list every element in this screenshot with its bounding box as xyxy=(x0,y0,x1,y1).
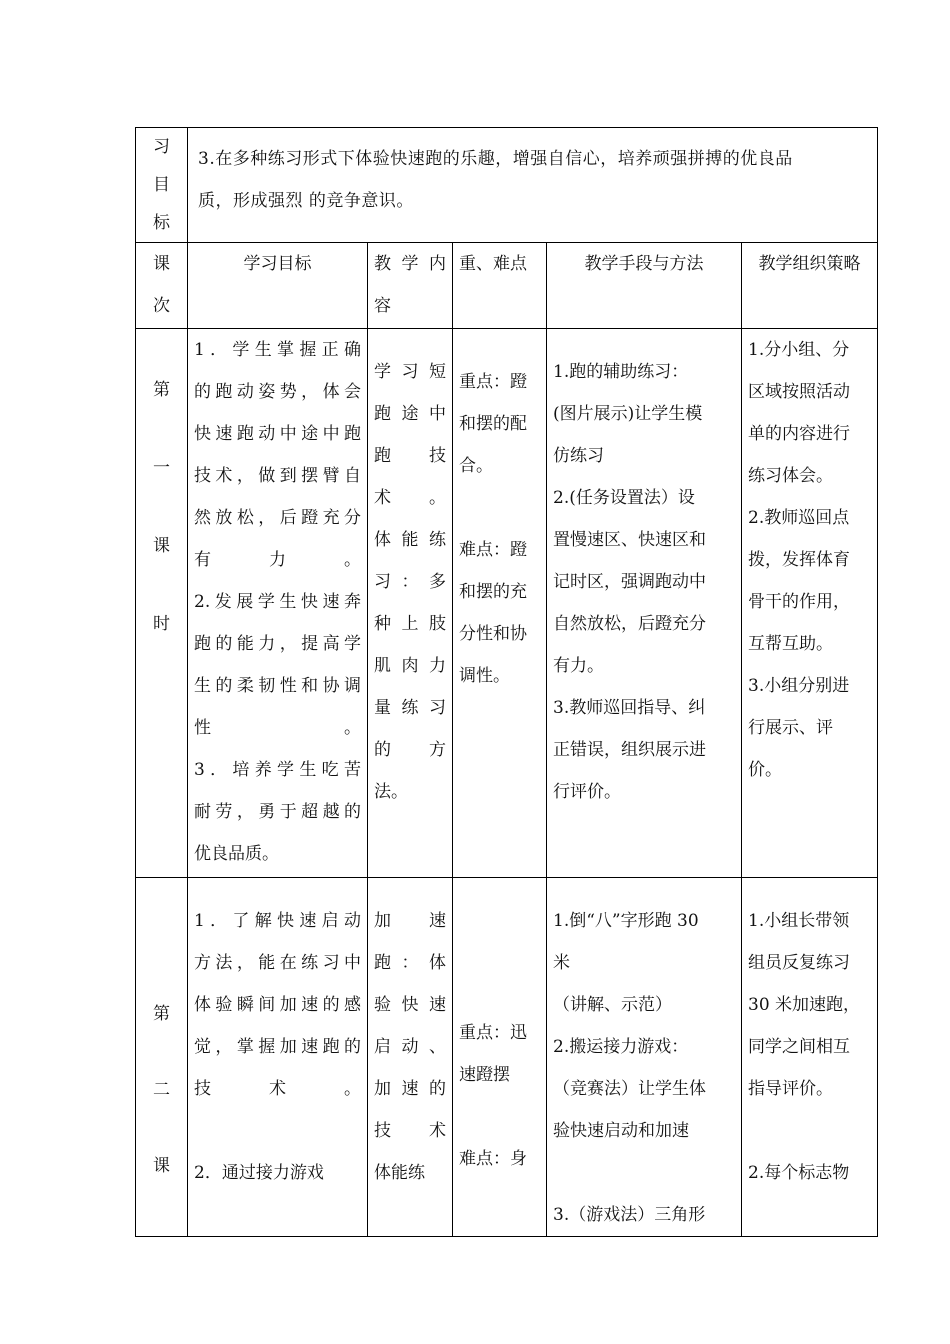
lesson-1-goal-line: 的跑动姿势，体会 xyxy=(194,382,361,402)
header-lesson-number-label xyxy=(136,243,187,327)
lesson-2-method-line: 2.搬运接力游戏： xyxy=(553,1037,689,1057)
objective-label-char: 标 xyxy=(153,213,170,233)
objective-label-char: 目 xyxy=(153,175,170,195)
lesson-2-organization-line: 同学之间相互 xyxy=(748,1037,850,1057)
lesson-2-label xyxy=(136,976,187,1204)
lesson-1-keypoint-line: 分性和协 xyxy=(459,624,527,644)
lesson-1-keypoint-line: 重点：蹬 xyxy=(459,372,527,392)
lesson-1-content-line: 习：多 xyxy=(374,572,446,592)
lesson-1-goal-line: 耐劳，勇于超越的 xyxy=(194,802,361,822)
lesson-1-keypoint-line xyxy=(459,487,540,529)
lesson-1-goal-line: 1．学生掌握正确 xyxy=(194,340,361,360)
lesson-1-keypoint-line: 和摆的配 xyxy=(459,414,527,434)
objective-text-line-1: 3.在多种练习形式下体验快速跑的乐趣，增强自信心，培养顽强拼搏的优良品 xyxy=(198,149,793,169)
lesson-2-method-line: （讲解、示范） xyxy=(553,995,672,1015)
lesson-2-keypoints-cell xyxy=(453,878,547,1237)
lesson-1-organization-line: 骨干的作用， xyxy=(748,592,850,612)
lesson-1-organization-line: 练习体会。 xyxy=(748,466,833,486)
lesson-1-label-char: 课 xyxy=(153,536,170,556)
lesson-1-content xyxy=(374,351,446,813)
lesson-2-organization-line: 组员反复练习 xyxy=(748,953,850,973)
lesson-1-content-line: 跑途中 xyxy=(374,404,446,424)
lesson-1-method-line: 1.跑的辅助练习： xyxy=(553,362,689,382)
lesson-1-method-line: 有力。 xyxy=(553,656,604,676)
lesson-1-organization-line: 3.小组分别进 xyxy=(748,676,850,696)
lesson-2-goals xyxy=(194,900,361,1194)
lesson-1-organization-cell xyxy=(742,329,878,878)
header-organization: 教学组织策略 xyxy=(742,243,878,329)
header-methods: 教学手段与方法 xyxy=(547,243,742,329)
lesson-1-goal-line: 3．培养学生吃苦 xyxy=(194,760,361,780)
lesson-plan-table xyxy=(135,127,878,1237)
lesson-2-label-char: 课 xyxy=(153,1156,170,1176)
lesson-2-method-line xyxy=(553,1152,735,1194)
lesson-2-goals-cell xyxy=(188,878,368,1237)
lesson-2-keypoint-line: 重点：迅 xyxy=(459,1023,527,1043)
objective-text-cell xyxy=(188,128,878,243)
header-lesson-number-char: 课 xyxy=(153,254,170,274)
lesson-1-label-cell xyxy=(136,329,188,878)
lesson-1-content-line: 体能练 xyxy=(374,530,446,550)
lesson-2-content-line: 技术 xyxy=(374,1121,446,1141)
lesson-1-method-line: 2.(任务设置法）设 xyxy=(553,488,695,508)
lesson-1-label xyxy=(136,351,187,663)
lesson-1-organization-line: 拨，发挥体育 xyxy=(748,550,850,570)
lesson-2-goal-line: 2．通过接力游戏 xyxy=(194,1163,324,1183)
lesson-2-label-char: 二 xyxy=(153,1080,170,1100)
lesson-1-label-char: 第 xyxy=(153,380,170,400)
lesson-2-organization xyxy=(748,900,871,1194)
lesson-2-organization-cell xyxy=(742,878,878,1237)
lesson-2-goal-line xyxy=(194,1110,361,1152)
lesson-1-goal-line: 然放松，后蹬充分 xyxy=(194,508,361,528)
lesson-2-content-line: 启动、 xyxy=(374,1037,446,1057)
lesson-1-method-line: 自然放松，后蹬充分 xyxy=(553,614,706,634)
lesson-2-organization-line: 30 米加速跑， xyxy=(748,995,861,1015)
lesson-1-content-line: 学习短 xyxy=(374,362,446,382)
lesson-2-row xyxy=(136,878,878,1237)
lesson-2-organization-line: 2.每个标志物 xyxy=(748,1163,850,1183)
lesson-1-label-char: 时 xyxy=(153,614,170,634)
lesson-2-method-line: 验快速启动和加速 xyxy=(553,1121,689,1141)
lesson-1-label-char: 一 xyxy=(153,458,170,478)
lesson-1-content-line: 量练习 xyxy=(374,698,446,718)
lesson-1-keypoints xyxy=(459,361,540,697)
lesson-2-method-line: 米 xyxy=(553,953,570,973)
objective-label-char: 习 xyxy=(153,137,170,157)
header-key-points: 重、难点 xyxy=(453,243,547,329)
lesson-1-goal-line: 快速跑动中途中跑 xyxy=(194,424,361,444)
lesson-1-organization-line: 行展示、评 xyxy=(748,718,833,738)
lesson-2-goal-line: 方法，能在练习中 xyxy=(194,953,361,973)
lesson-2-goal-line: 体验瞬间加速的感 xyxy=(194,995,361,1015)
lesson-1-method-line: 记时区，强调跑动中 xyxy=(553,572,706,592)
objective-label-cell xyxy=(136,128,188,243)
lesson-2-keypoint-line xyxy=(459,1096,540,1138)
lesson-1-keypoint-line: 合。 xyxy=(459,456,493,476)
lesson-2-goal-line: 觉，掌握加速跑的 xyxy=(194,1037,361,1057)
lesson-1-content-line: 跑 技 xyxy=(374,446,446,466)
lesson-1-method-line: 行评价。 xyxy=(553,782,621,802)
lesson-2-organization-line: 指导评价。 xyxy=(748,1079,833,1099)
lesson-1-method-line: 仿练习 xyxy=(553,446,604,466)
lesson-2-methods xyxy=(553,900,735,1236)
lesson-1-content-line: 法。 xyxy=(374,782,408,802)
header-teaching-content-line-1: 教学内 xyxy=(374,254,446,274)
lesson-1-goal-line: 生的柔韧性和协调 xyxy=(194,676,361,696)
lesson-1-organization-line: 区域按照活动 xyxy=(748,382,850,402)
objective-text-line-2: 质，形成强烈 的竞争意识。 xyxy=(198,191,414,211)
lesson-1-method-line: 正错误，组织展示进 xyxy=(553,740,706,760)
lesson-1-organization-line: 价。 xyxy=(748,760,782,780)
lesson-2-method-line: （竞赛法）让学生体 xyxy=(553,1079,706,1099)
lesson-1-organization-line: 2.教师巡回点 xyxy=(748,508,850,528)
lesson-1-organization-line: 单的内容进行 xyxy=(748,424,850,444)
lesson-2-content-line: 加 速 xyxy=(374,911,446,931)
objective-row xyxy=(136,128,878,243)
lesson-1-organization-line: 1.分小组、分 xyxy=(748,340,850,360)
lesson-1-method-line: 3.教师巡回指导、纠 xyxy=(553,698,706,718)
lesson-2-methods-cell xyxy=(547,878,742,1237)
lesson-2-keypoint-line: 速蹬摆 xyxy=(459,1065,510,1085)
lesson-1-content-line: 肌肉力 xyxy=(374,656,446,676)
lesson-2-content-line: 验快速 xyxy=(374,995,446,1015)
lesson-2-content xyxy=(374,900,446,1194)
lesson-2-label-char: 第 xyxy=(153,1004,170,1024)
lesson-1-goal-line: 优良品质。 xyxy=(194,844,279,864)
lesson-2-content-line: 跑：体 xyxy=(374,953,446,973)
lesson-1-keypoint-line: 和摆的充 xyxy=(459,582,527,602)
lesson-1-keypoint-line: 难点：蹬 xyxy=(459,540,527,560)
header-teaching-content-line-2: 容 xyxy=(374,296,391,316)
lesson-1-organization xyxy=(748,329,871,791)
lesson-1-row xyxy=(136,329,878,878)
lesson-1-content-line: 的 方 xyxy=(374,740,446,760)
lesson-1-keypoint-line: 调性。 xyxy=(459,666,510,686)
lesson-2-content-line: 体能练 xyxy=(374,1163,425,1183)
objective-label xyxy=(136,128,187,242)
lesson-2-content-line: 加速的 xyxy=(374,1079,446,1099)
lesson-1-method-line: 置慢速区、快速区和 xyxy=(553,530,706,550)
lesson-2-organization-line xyxy=(748,1110,871,1152)
lesson-1-goal-line: 技术，做到摆臂自 xyxy=(194,466,361,486)
lesson-2-goal-line: 1．了解快速启动 xyxy=(194,911,361,931)
header-row xyxy=(136,243,878,329)
lesson-2-keypoints xyxy=(459,1012,540,1180)
lesson-1-goal-line: 有力。 xyxy=(194,550,361,570)
lesson-1-method-line: (图片展示)让学生模 xyxy=(553,404,703,424)
header-lesson-number-char: 次 xyxy=(153,296,170,316)
lesson-1-goal-line: 跑的能力，提高学 xyxy=(194,634,361,654)
lesson-1-methods xyxy=(553,351,735,813)
lesson-2-goal-line: 技术。 xyxy=(194,1079,361,1099)
lesson-1-methods-cell xyxy=(547,329,742,878)
lesson-1-goals-cell xyxy=(188,329,368,878)
lesson-2-label-cell xyxy=(136,878,188,1237)
lesson-1-content-line: 术。 xyxy=(374,488,446,508)
lesson-1-content-cell xyxy=(368,329,453,878)
lesson-2-organization-line: 1.小组长带领 xyxy=(748,911,850,931)
lesson-2-content-cell xyxy=(368,878,453,1237)
header-teaching-content xyxy=(368,243,453,329)
lesson-2-keypoint-line: 难点：身 xyxy=(459,1149,527,1169)
lesson-1-content-line: 种上肢 xyxy=(374,614,446,634)
lesson-plan-table-wrapper xyxy=(135,127,877,1237)
lesson-1-organization-line: 互帮互助。 xyxy=(748,634,833,654)
header-lesson-number xyxy=(136,243,188,329)
lesson-2-method-line: 3.（游戏法）三角形 xyxy=(553,1205,706,1225)
lesson-1-goal-line: 性。 xyxy=(194,718,361,738)
lesson-1-goal-line: 2.发展学生快速奔 xyxy=(194,592,361,612)
header-learning-goals: 学习目标 xyxy=(188,243,368,329)
lesson-2-method-line: 1.倒“八”字形跑 30 xyxy=(553,911,699,931)
lesson-1-goals xyxy=(194,329,361,875)
lesson-1-keypoints-cell xyxy=(453,329,547,878)
